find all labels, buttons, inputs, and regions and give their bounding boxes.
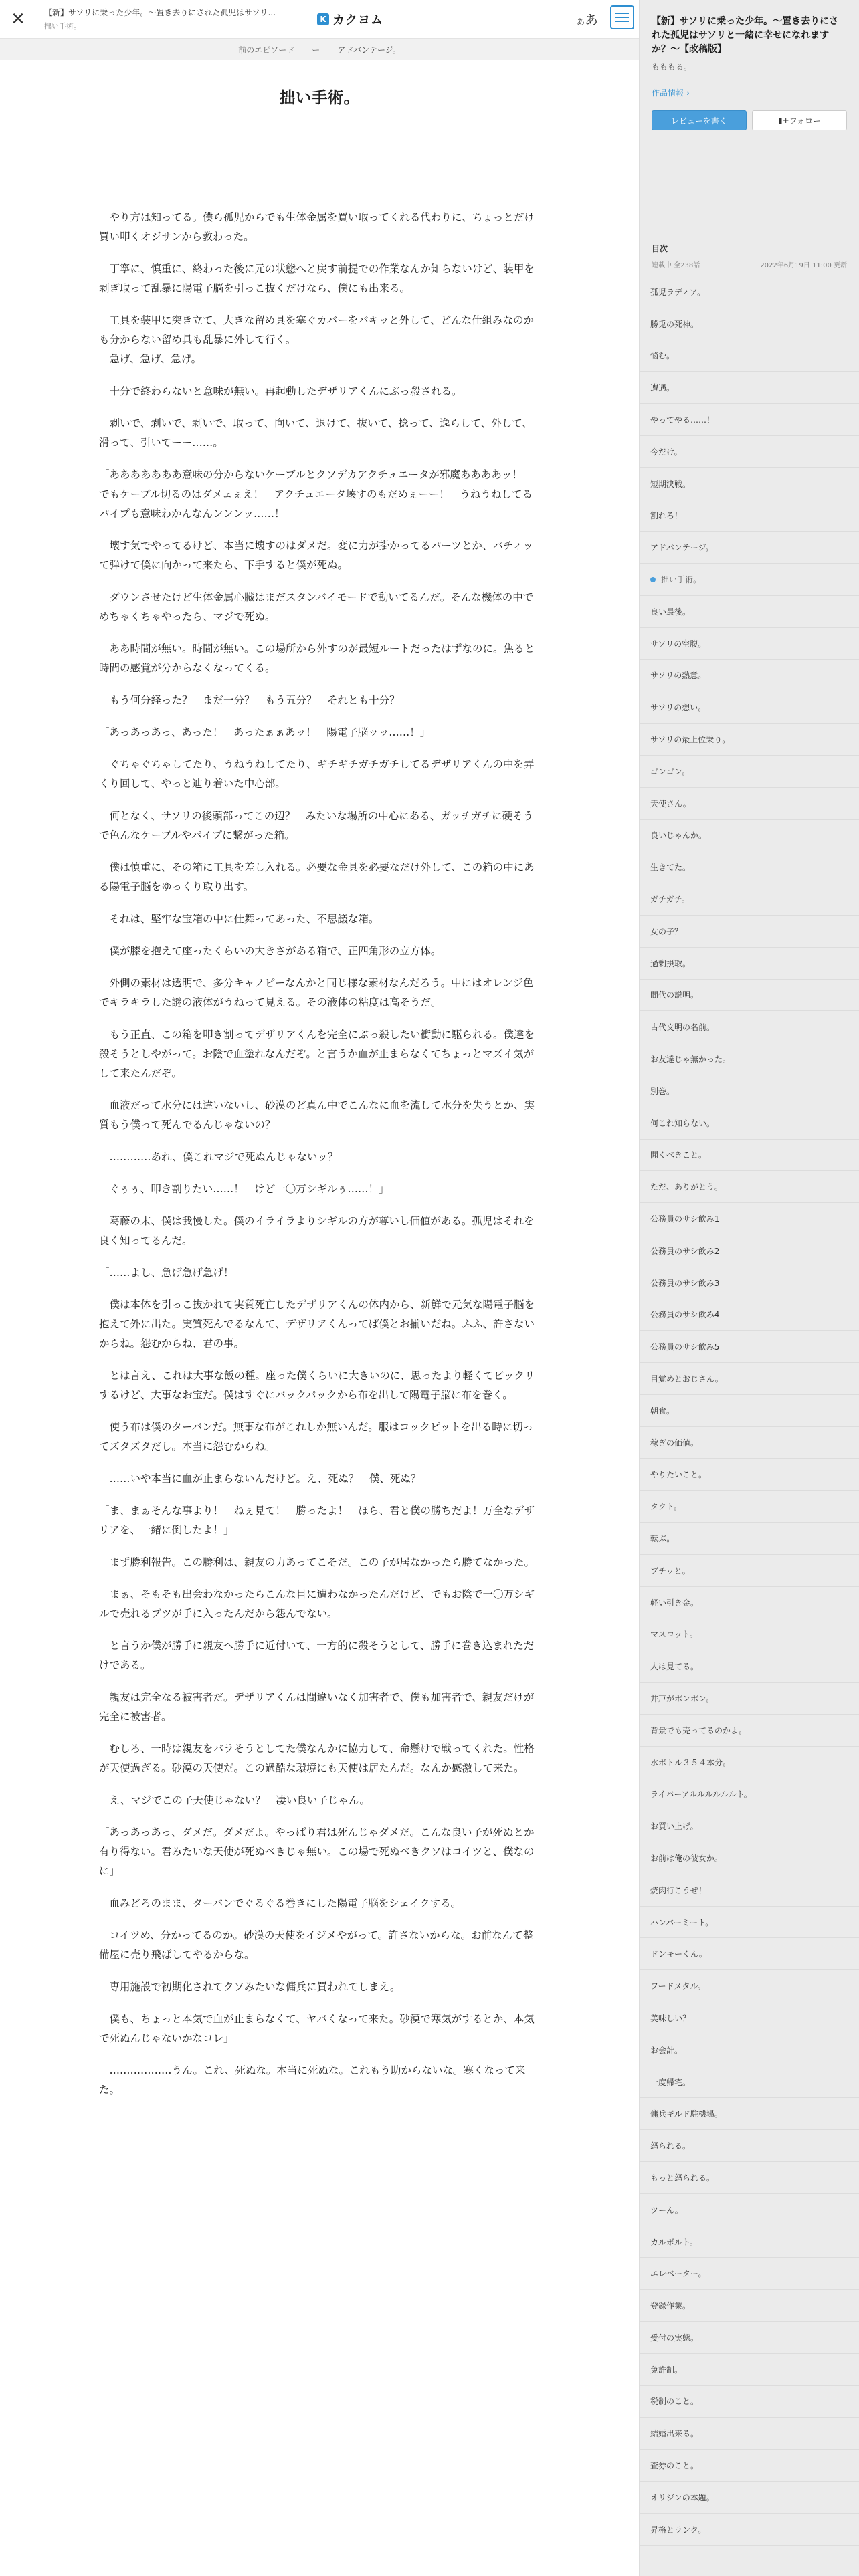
toc-item[interactable] — [640, 1011, 859, 1043]
toc-item[interactable] — [640, 2290, 859, 2322]
toc-item[interactable] — [640, 1427, 859, 1459]
toc-item[interactable] — [640, 788, 859, 820]
toc-item[interactable] — [640, 2034, 859, 2066]
toc-item-label: お友達じゃ無かった。 — [650, 1055, 731, 1065]
toc-item[interactable] — [640, 1043, 859, 1075]
episode-paragraph: 丁寧に、慎重に、終わった後に元の状態へと戻す前提での作業なんか知らないけど、装甲を剥ぎ取って乱暴に陽電子脳を引っこ抜くだけなら、僕にも出来る。 — [99, 263, 535, 294]
episode-paragraph: 専用施設で初期化されてクソみたいな傭兵に買われてしまえ。 — [99, 1981, 401, 1993]
toc-item-label: 焼肉行こうぜ！ — [650, 1885, 707, 1895]
episode-paragraph: 「ま、まぁそんな事より！ ねぇ見て！ 勝ったよ！ ほら、君と僕の勝ちだよ！万全なデザリアを、一緒に倒したよ！」 — [99, 1505, 535, 1536]
episode-title: 拙い手術。 — [279, 88, 360, 107]
toc-item[interactable] — [640, 340, 859, 372]
toc-header — [640, 243, 859, 270]
toc-item-label: サソリの最上位乗り。 — [650, 735, 731, 745]
toc-item-label: 間代の説明。 — [650, 990, 699, 1000]
toc-item-label: 古代文明の名前。 — [650, 1023, 715, 1033]
episode-paragraph: ………………うん。これ、死ぬな。本当に死ぬな。これもう助からないな。寒くなって来た。 — [99, 2064, 526, 2096]
toc-item-label: ドンキーくん。 — [650, 1949, 707, 1959]
toc-item-label: ツーん。 — [650, 2205, 683, 2215]
toc-item[interactable] — [640, 948, 859, 980]
toc-item[interactable] — [640, 1650, 859, 1683]
toc-item-label: 拙い手術。 — [661, 575, 702, 585]
episode-paragraph: 外側の素材は透明で、多分キャノピーなんかと同じ様な素材なんだろう。中にはオレンジ色でキラキラした謎の液体がうねって見える。その液体の粘度は高そうだ。 — [99, 977, 534, 1008]
toc-item-label: フードメタル。 — [650, 1981, 706, 1992]
sidebar-header — [640, 0, 859, 130]
toc-item-label: 女の子？ — [650, 926, 683, 936]
toc-item[interactable] — [640, 1587, 859, 1619]
toc-item-label: 怒られる。 — [650, 2141, 691, 2151]
toc-item[interactable] — [640, 1395, 859, 1427]
episode-paragraph: もう正直、この箱を叩き割ってデザリアくんを完全にぶっ殺したい衝動に駆られる。僕達を殺そうとしやがって。お陰で血塗れなんだぞ。と言うか血が止まらなくてちょっとマズイ気がして来たんだぞ。 — [99, 1029, 535, 1079]
toc-item[interactable] — [640, 1235, 859, 1267]
toc-item-label: やりたいこと。 — [650, 1470, 707, 1480]
episode-paragraph: 十分で終わらないと意味が無い。再起動したデザリアくんにぶっ殺される。 — [99, 385, 462, 397]
toc-item-label: ただ、ありがとう。 — [650, 1182, 723, 1192]
toc-item-label: やってやる……！ — [650, 415, 715, 425]
review-button[interactable]: レビューを書く — [652, 110, 747, 130]
toc-item[interactable] — [640, 276, 859, 308]
toc-item[interactable] — [640, 1715, 859, 1747]
toc-item-label: 一度帰宅。 — [650, 2077, 691, 2087]
episode-paragraph: 血液だって水分には違いないし、砂漠のど真ん中でこんなに血を流して水分を失うとか、実質もう僕って死んでるんじゃないの？ — [99, 1099, 535, 1131]
toc-item-label: サソリの空腹。 — [650, 639, 706, 649]
toc-item-label: 勝兎の死神。 — [650, 319, 699, 329]
episode-body — [99, 208, 538, 2100]
top-bar — [0, 0, 639, 39]
toc-item[interactable] — [640, 1299, 859, 1331]
toc-item-label: 今だけ。 — [650, 447, 682, 457]
toc-item-label: 別巻。 — [650, 1086, 675, 1096]
toc-item[interactable] — [640, 532, 859, 564]
episode-paragraph: それは、堅牢な宝箱の中に仕舞ってあった、不思議な箱。 — [99, 913, 379, 925]
toc-item-label: 受付の実態。 — [650, 2333, 699, 2343]
close-icon[interactable]: ✕ — [11, 9, 25, 29]
toc-item-label: ガチガチ。 — [650, 895, 690, 905]
episode-paragraph: やり方は知ってる。僕ら孤児からでも生体金属を買い取ってくれる代わりに、ちょっとだけ買い叩くオジサンから教わった。 — [99, 211, 535, 243]
episode-paragraph: 「あっあっあっ、あった！ あったぁぁあッ！ 陽電子脳ッッ……！」 — [99, 726, 431, 738]
toc-meta — [652, 259, 847, 270]
episode-paragraph: ああ時間が無い。時間が無い。この場所から外すのが最短ルートだったはずなのに。焦ると時間の感覚が分からなくなってくる。 — [99, 643, 535, 674]
toc-item-label: 転ぶ。 — [650, 1533, 675, 1543]
toc-item[interactable] — [640, 1618, 859, 1650]
toc-item[interactable] — [640, 596, 859, 628]
header-title-block — [44, 7, 312, 31]
toc-item-label: 美味しい？ — [650, 2013, 691, 2023]
episode-paragraph: 葛藤の末、僕は我慢した。僕のイライラよりシギルの方が尊いし価値がある。孤児はそれを良く知ってるんだ。 — [99, 1215, 535, 1247]
toc-item-label: サソリの熱意。 — [650, 671, 706, 681]
toc-item[interactable] — [640, 1555, 859, 1587]
toc-item[interactable] — [640, 1970, 859, 2002]
toc-item-label: 結婚出来る。 — [650, 2429, 699, 2439]
follow-button[interactable]: ▮ + フォロー — [752, 110, 847, 130]
episode-paragraph: …………あれ、僕これマジで死ぬんじゃないッ？ — [99, 1151, 339, 1163]
toc-item-label: ゴンゴン。 — [650, 766, 690, 776]
episode-main — [0, 60, 639, 2576]
chevron-right-icon: › — [686, 88, 690, 98]
current-episode-dot-icon — [650, 577, 656, 582]
sidebar-buttons — [652, 110, 847, 130]
toc-item-label: 天使さん。 — [650, 798, 691, 809]
toc-item[interactable] — [640, 851, 859, 883]
toc-item-label: お買い上げ。 — [650, 1822, 698, 1832]
toc-item-label: アドバンテージ。 — [650, 543, 714, 553]
episode-paragraph: 壊す気でやってるけど、本当に壊すのはダメだ。変に力が掛かってるパーツとか、バチィッて弾けて僕に向かって来たら、下手すると僕が死ぬ。 — [99, 540, 534, 571]
episode-paragraph: ぐちゃぐちゃしてたり、うねうねしてたり、ギチギチガチガチしてるデザリアくんの中を弄くり回して、やっと辿り着いた中心部。 — [99, 758, 535, 790]
episode-paragraph: 「あああああああ意味の分からないケーブルとクソデカアクチュエータが邪魔ああああッ！ でもケーブル切るのはダメェぇえ！ アクチュエータ壊すのもだめぇーー！ うねうねしてるパイプも意味わかんなんンンンッ……！」 — [99, 469, 533, 520]
toc-item-label: 人は見てる。 — [650, 1662, 699, 1672]
toc-item-label: 水ボトル３５４本分。 — [650, 1757, 731, 1767]
toc-item[interactable] — [640, 1171, 859, 1203]
toc-item[interactable] — [640, 2482, 859, 2514]
sidebar-work-title[interactable]: 【新】サソリに乗った少年。〜置き去りにされた孤児はサソリと一緒に幸せになれますか？〜【改稿版】 — [652, 16, 839, 55]
toc-item[interactable] — [640, 1523, 859, 1555]
toc-item-label: 公務員のサシ飲み3 — [650, 1278, 720, 1288]
toc-item[interactable] — [640, 1683, 859, 1715]
toc-item[interactable] — [640, 1907, 859, 1939]
toc-item-label: 稼ぎの価値。 — [650, 1438, 699, 1448]
episode-paragraph: ダウンさせたけど生体金属心臓はまだスタンバイモードで動いてるんだ。そんな機体の中でめちゃくちゃやったら、マジで死ぬ。 — [99, 591, 534, 623]
toc-item-label: タクト。 — [650, 1502, 682, 1512]
toc-item-label: 良い最後。 — [650, 607, 691, 617]
toc-item[interactable] — [640, 2258, 859, 2290]
episode-paragraph: 「ぐぅぅ、叩き割りたい……！ けど一〇万シギルぅ……！」 — [99, 1183, 389, 1195]
toc-item[interactable] — [640, 2514, 859, 2546]
toc-item-label: もっと怒られる。 — [650, 2173, 715, 2183]
toc-item[interactable] — [640, 1810, 859, 1842]
toc-item-label: 登録作業。 — [650, 2301, 691, 2311]
toc-item[interactable] — [640, 1491, 859, 1523]
toc-item[interactable] — [640, 724, 859, 756]
toc-item-label: 軽い引き金。 — [650, 1598, 699, 1608]
toc-item[interactable] — [640, 1107, 859, 1140]
toc-item-label: エレベーター。 — [650, 2269, 706, 2279]
site-logo[interactable] — [317, 11, 383, 28]
toc-item-label: 遭遇。 — [650, 383, 675, 393]
toc-item-label: 良いじゃんか。 — [650, 831, 707, 841]
toc-item-label: 免許制。 — [650, 2365, 683, 2375]
toc-item[interactable] — [640, 2066, 859, 2099]
episode-paragraph: 「あっあっあっ、ダメだ。ダメだよ。やっぱり君は死んじゃダメだ。こんな良い子が死ぬとか有り得ない。君みたいな天使が死ぬべきじゃ無い。この場で死ぬべきクソはコイツと、僕なのに」 — [99, 1826, 535, 1877]
toc-item-label: お会計。 — [650, 2045, 683, 2055]
toc-item-label: ライバーアルルルルルルト。 — [650, 1790, 752, 1800]
toc-item[interactable] — [640, 1938, 859, 1970]
toc-item[interactable] — [640, 1459, 859, 1491]
toc-updated: 2022年6月19日 11:00 更新 — [760, 262, 847, 270]
toc-item[interactable] — [640, 820, 859, 852]
toc-item[interactable] — [640, 1075, 859, 1107]
toc-item[interactable] — [640, 564, 859, 596]
nav-separator: ー — [312, 45, 320, 55]
toc-item[interactable] — [640, 404, 859, 436]
episode-paragraph: 親友は完全なる被害者だ。デザリアくんは間違いなく加害者で、僕も加害者で、親友だけが完全に被害者。 — [99, 1691, 535, 1723]
episode-paragraph: むしろ、一時は親友をバラそうとしてた僕なんかに協力して、命懸けで戦ってくれた。性格が天使過ぎる。砂漠の天使だ。この過酷な環境にも天使は居たんだ。なんか感激して来た。 — [99, 1743, 535, 1774]
toc-status: 連載中 全238話 — [652, 262, 700, 270]
toc-item[interactable] — [640, 468, 859, 500]
prev-episode-title-link[interactable]: アドバンテージ。 — [337, 45, 401, 55]
sidebar — [639, 0, 859, 2576]
toc-item-label: 井戸がポンポン。 — [650, 1693, 714, 1703]
menu-icon[interactable] — [610, 5, 634, 29]
toc-item[interactable] — [640, 691, 859, 724]
episode-paragraph: 使う布は僕のターバンだ。無事な布がこれしか無いんだ。服はコックピットを出る時に切ってズタズタだし。本当に怨むからね。 — [99, 1421, 534, 1453]
toc-list — [640, 276, 859, 2546]
episode-paragraph: ……いや本当に血が止まらないんだけど。え、死ぬ？ 僕、死ぬ？ — [99, 1473, 421, 1485]
toc-item-label: ハンバーミート。 — [650, 1917, 714, 1927]
episode-paragraph: 「僕も、ちょっと本気で血が止まらなくて、ヤバくなって来た。砂漠で寒気がするとか、本気で死ぬんじゃないかなコレ」 — [99, 2013, 535, 2044]
bookmark-icon: ▮ — [777, 116, 783, 125]
toc-item-label: 公務員のサシ飲み4 — [650, 1310, 720, 1320]
episode-paragraph: 「……よし、急げ急げ急げ！」 — [99, 1267, 245, 1279]
episode-paragraph: とは言え、これは大事な飯の種。座った僕くらいに大きいのに、思ったより軽くてビックリするけど、大事なお宝だ。僕はすぐにバックパックから布を出して陽電子脳に布を巻く。 — [99, 1370, 535, 1401]
toc-item-label: 傭兵ギルド駐機場。 — [650, 2109, 723, 2119]
toc-item-label: 公務員のサシ飲み1 — [650, 1214, 720, 1224]
toc-item-label: オリジンの本題。 — [650, 2492, 714, 2502]
toc-item-label: 聞くべきこと。 — [650, 1150, 707, 1160]
episode-paragraph: 血みどろのまま、ターバンでぐるぐる巻きにした陽電子脳をシェイクする。 — [99, 1897, 462, 1909]
toc-item-label: サソリの想い。 — [650, 703, 706, 713]
toc-item-label: 公務員のサシ飲み2 — [650, 1246, 720, 1256]
logo-text: カクヨム — [332, 13, 383, 27]
toc-item[interactable] — [640, 2386, 859, 2418]
episode-nav — [0, 39, 639, 60]
toc-item[interactable] — [640, 980, 859, 1012]
toc-item[interactable] — [640, 1842, 859, 1874]
toc-item[interactable] — [640, 1140, 859, 1172]
toc-item-label: カルボルト。 — [650, 2237, 698, 2247]
work-info-label: 作品情報 — [652, 88, 684, 98]
sidebar-author[interactable]: もももる。 — [652, 62, 692, 72]
toc-item[interactable] — [640, 500, 859, 532]
toc-item[interactable] — [640, 2002, 859, 2034]
toc-item[interactable] — [640, 2322, 859, 2354]
toc-item-label: マスコット。 — [650, 1630, 698, 1640]
episode-paragraph: まぁ、そもそも出会わなかったらこんな目に遭わなかったんだけど、でもお陰で一〇万シギルで売れるブツが手に入ったんだから怨んでない。 — [99, 1588, 535, 1620]
episode-paragraph: コイツめ、分かってるのか。砂漠の天使をイジメやがって。許さないからな。お前なんて整備屋に売り飛ばしてやるからな。 — [99, 1929, 534, 1961]
toc-item[interactable] — [640, 1267, 859, 1299]
logo-mark-icon: K — [317, 13, 329, 25]
episode-paragraph: 何となく、サソリの後頭部ってこの辺？ みたいな場所の中心にある、ガッチガチに硬そうで色んなケーブルやパイプに繋がった箱。 — [99, 810, 534, 841]
episode-paragraph: 僕は慎重に、その箱に工具を差し入れる。必要な金具を必要なだけ外して、この箱の中にある陽電子脳をゆっくり取り出す。 — [99, 861, 535, 893]
header-work-title[interactable]: 【新】サソリに乗った少年。〜置き去りにされた孤児はサソリ... — [44, 8, 276, 17]
follow-label: フォロー — [789, 116, 822, 126]
toc-item[interactable] — [640, 2162, 859, 2194]
toc-item[interactable] — [640, 1874, 859, 1907]
header-episode-subtitle: 拙い手術。 — [44, 22, 81, 31]
font-size-toggle[interactable]: ああ — [577, 12, 599, 28]
episode-paragraph: 剥いで、剥いで、剥いで、取って、向いて、退けて、抜いて、捻って、逸らして、外して、滑って、引いてーー……。 — [99, 417, 533, 449]
toc-item[interactable] — [640, 2418, 859, 2450]
toc-item-label: 孤児ラディア。 — [650, 287, 706, 297]
toc-item[interactable] — [640, 756, 859, 788]
toc-item-label: 過剰摂取。 — [650, 958, 691, 968]
toc-item[interactable] — [640, 2130, 859, 2162]
toc-item-label: ブチッと。 — [650, 1566, 690, 1576]
episode-paragraph: もう何分経った？ まだ一分？ もう五分？ それとも十分？ — [99, 694, 400, 706]
font-toggle-label: あ — [585, 12, 599, 28]
toc-item-label: 朝食。 — [650, 1406, 675, 1416]
toc-item[interactable] — [640, 916, 859, 948]
toc-item-label: 税制のこと。 — [650, 2397, 699, 2407]
toc-item[interactable] — [640, 1331, 859, 1363]
prev-episode-link[interactable]: 前のエピソード — [238, 45, 295, 55]
toc-item[interactable] — [640, 372, 859, 404]
toc-item-label: 何これ知らない。 — [650, 1118, 715, 1128]
episode-paragraph: 僕が膝を抱えて座ったくらいの大きさがある箱で、正四角形の立方体。 — [99, 945, 442, 957]
toc-item[interactable] — [640, 2450, 859, 2482]
toc-item-label: 目覚めとおじさん。 — [650, 1374, 723, 1384]
toc-item-label: 査券のこと。 — [650, 2461, 699, 2471]
toc-item[interactable] — [640, 308, 859, 340]
toc-item[interactable] — [640, 1363, 859, 1395]
episode-paragraph: と言うか僕が勝手に親友へ勝手に近付いて、一方的に殺そうとして、勝手に巻き込まれただけである。 — [99, 1640, 535, 1671]
toc-item-label: お前は俺の彼女か。 — [650, 1853, 723, 1863]
toc-item[interactable] — [640, 2226, 859, 2258]
toc-item-label: 割れろ！ — [650, 511, 683, 521]
toc-item[interactable] — [640, 2354, 859, 2386]
toc-item-label: 昇格とランク。 — [650, 2525, 706, 2535]
toc-item[interactable] — [640, 660, 859, 692]
toc-item[interactable] — [640, 1203, 859, 1235]
toc-item[interactable] — [640, 436, 859, 468]
episode-paragraph: 工具を装甲に突き立て、大きな留め具を塞ぐカバーをバキッと外して、どんな仕組みなのかも分からない留め具も乱暴に外して行く。 急げ、急げ、急げ。 — [99, 314, 535, 365]
toc-item-label: 生きてた。 — [650, 863, 691, 873]
toc-item-label: 短期決戦。 — [650, 479, 691, 489]
episode-paragraph: 僕は本体を引っこ抜かれて実質死亡したデザリアくんの体内から、新鮮で元気な陽電子脳を抱えて外に出た。実質死んでるなんて、デザリアくんってば僕とお揃いだね。ふふ、許さないからね。怨むからね、君の事。 — [99, 1299, 535, 1350]
toc-item[interactable] — [640, 2098, 859, 2130]
toc-item[interactable] — [640, 883, 859, 916]
toc-label: 目次 — [652, 244, 668, 253]
toc-item[interactable] — [640, 2194, 859, 2226]
toc-item-label: 背景でも売ってるのかよ。 — [650, 1725, 747, 1735]
toc-item-label: 悩む。 — [650, 351, 675, 361]
work-info-link[interactable] — [652, 87, 847, 98]
episode-paragraph: え、マジでこの子天使じゃない？ 凄い良い子じゃん。 — [99, 1794, 370, 1806]
toc-item[interactable] — [640, 1747, 859, 1779]
toc-item[interactable] — [640, 628, 859, 660]
toc-item-label: 公務員のサシ飲み5 — [650, 1342, 720, 1352]
toc-item[interactable] — [640, 1778, 859, 1810]
episode-paragraph: まず勝利報告。この勝利は、親友の力あってこそだ。この子が居なかったら勝てなかった。 — [99, 1556, 535, 1568]
